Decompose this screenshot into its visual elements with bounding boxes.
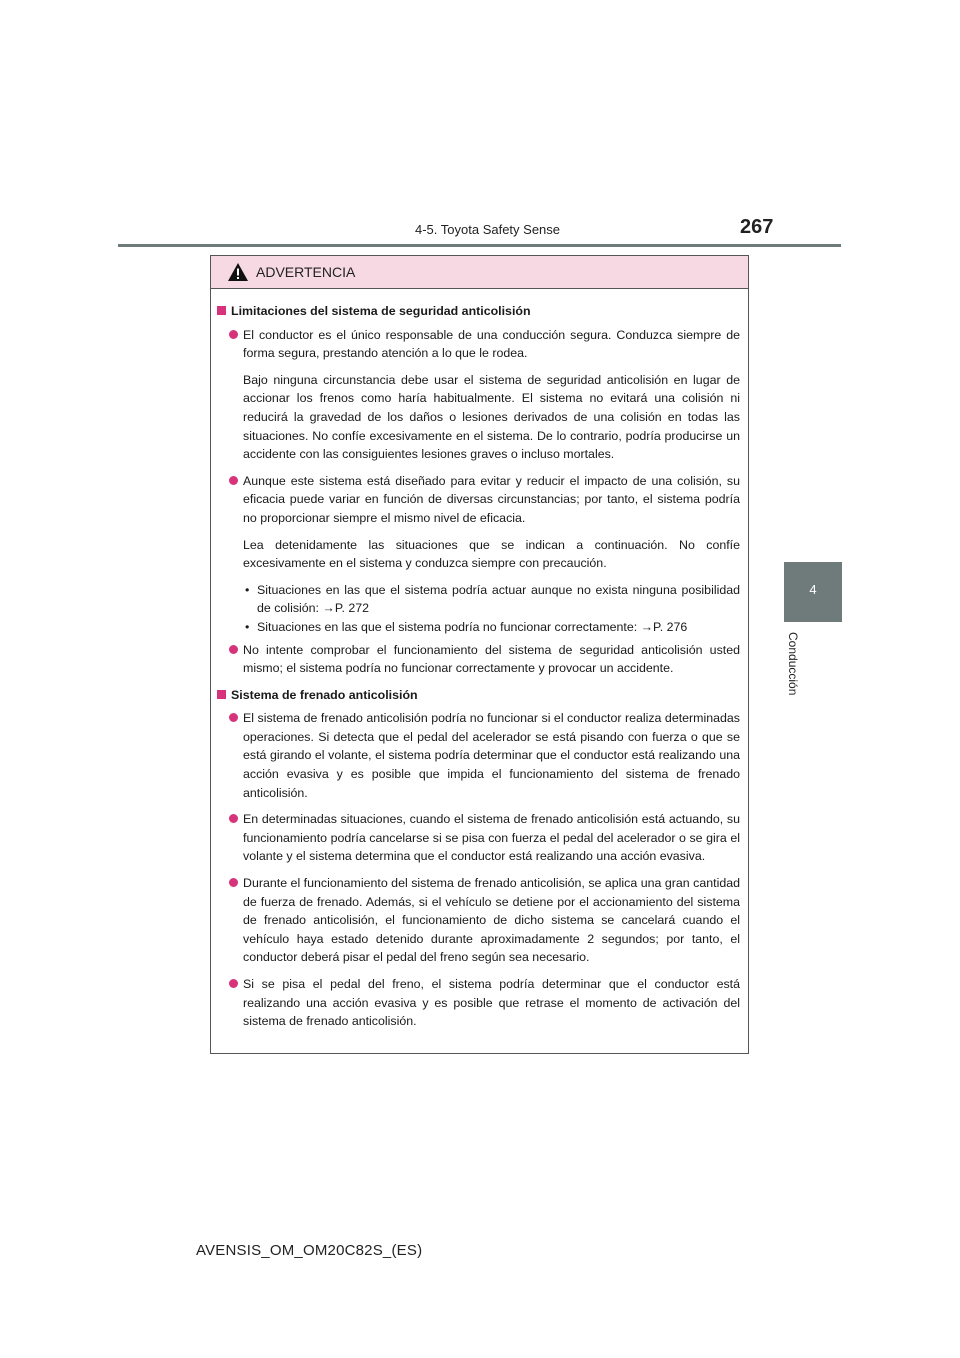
- chapter-label-container: [778, 632, 818, 712]
- sub-item: [217, 618, 740, 637]
- round-bullet-icon: [229, 476, 238, 485]
- chapter-number: 4: [809, 582, 817, 597]
- round-bullet-icon: [229, 979, 238, 988]
- section-title: 4-5. Toyota Safety Sense: [415, 222, 561, 237]
- sub-bullet-icon: •: [245, 619, 250, 634]
- warning-triangle-icon: [227, 262, 249, 282]
- list-item: [217, 326, 740, 363]
- round-bullet-icon: [229, 814, 238, 823]
- round-bullet-icon: [229, 713, 238, 722]
- list-item-text: Durante el funcionamiento del sistema de frenado anticolisión, se aplica una gran cantidad de fuerza de frenado. Además, si el vehículo se detiene por el accionamiento del sistema de frenado anticolisión, el funcionamiento de dicho sistema se cancelará cuando el vehículo haya estado detenido durante aproximadamente 2 segundos; por tanto, el conductor deberá pisar el pedal del freno según sea necesario.: [243, 876, 740, 965]
- warning-body: [211, 289, 748, 1031]
- round-bullet-icon: [229, 330, 238, 339]
- sub-bullet-icon: •: [245, 582, 250, 597]
- page-header: [0, 0, 960, 250]
- chapter-label: Conducción: [786, 632, 800, 696]
- list-item: [217, 975, 740, 1031]
- list-item-text: El conductor es el único responsable de una conducción segura. Conduzca siempre de forma segura, prestando atención a lo que le rodea.: [243, 327, 740, 361]
- page-number: 267: [740, 216, 774, 238]
- list-item-text: En determinadas situaciones, cuando el sistema de frenado anticolisión está actuando, su funcionamiento podría cancelarse si se pisa con fuerza el pedal del acelerador o se gira el volante y el sistema determina que el conductor está realizando una acción evasiva.: [243, 812, 740, 864]
- section-heading-text: Limitaciones del sistema de seguridad anticolisión: [231, 304, 531, 318]
- square-bullet-icon: [217, 306, 226, 315]
- list-item: [217, 641, 740, 678]
- sub-item-text: Situaciones en las que el sistema podría actuar aunque no exista ninguna posibilidad de colisión: →P. 272: [257, 582, 740, 616]
- list-item-text: El sistema de frenado anticolisión podría no funcionar si el conductor realiza determinadas operaciones. Si detecta que el pedal del acelerador se está pisando con fuerza o que se está girando el volante, el sistema podría determinar que el conductor está realizando una acción evasiva y es posible que impida el funcionamiento del sistema de frenado anticolisión.: [243, 711, 740, 800]
- list-item-text: Aunque este sistema está diseñado para evitar y reducir el impacto de una colisión, su eficacia puede variar en función de diversas circunstancias; por tanto, el sistema podría no proporcionar siempre el mismo nivel de eficacia.: [243, 473, 740, 525]
- paragraph: Bajo ninguna circunstancia debe usar el sistema de seguridad anticolisión en lugar de accionar los frenos como haría habitualmente. El sistema no evitará una colisión ni reducirá la gravedad de los daños o lesiones derivados de una colisión en todas las situaciones. No confíe excesivamente en el sistema. De lo contrario, podría producirse un accidente con las consiguientes lesiones graves o incluso mortales.: [243, 372, 740, 462]
- paragraph: Lea detenidamente las situaciones que se indican a continuación. No confíe excesivamente en el sistema y conduzca siempre con precaución.: [243, 537, 740, 571]
- round-bullet-icon: [229, 878, 238, 887]
- list-item: [217, 874, 740, 967]
- section-heading: [217, 302, 740, 321]
- warning-header: [211, 256, 748, 289]
- sub-item: [217, 581, 740, 618]
- warning-title: ADVERTENCIA: [256, 264, 356, 280]
- list-item-text: No intente comprobar el funcionamiento del sistema de seguridad anticolisión usted mismo; el sistema podría no funcionar correctamente y provocar un accidente.: [243, 642, 740, 676]
- chapter-tab: [784, 562, 842, 622]
- list-item: [217, 472, 740, 528]
- sub-item-text: Situaciones en las que el sistema podría no funcionar correctamente: →P. 276: [257, 619, 688, 634]
- warning-box: [210, 255, 749, 1054]
- header-divider: [118, 244, 841, 247]
- section-heading-text: Sistema de frenado anticolisión: [231, 687, 418, 702]
- list-item: [217, 709, 740, 802]
- document-code: AVENSIS_OM_OM20C82S_(ES): [196, 1242, 423, 1259]
- square-bullet-icon: [217, 690, 226, 699]
- list-item: [217, 810, 740, 866]
- list-item-text: Si se pisa el pedal del freno, el sistema podría determinar que el conductor está realizando una acción evasiva y es posible que retrase el momento de activación del sistema de frenado anticolisión.: [243, 977, 740, 1029]
- round-bullet-icon: [229, 645, 238, 654]
- section-heading: [217, 686, 740, 705]
